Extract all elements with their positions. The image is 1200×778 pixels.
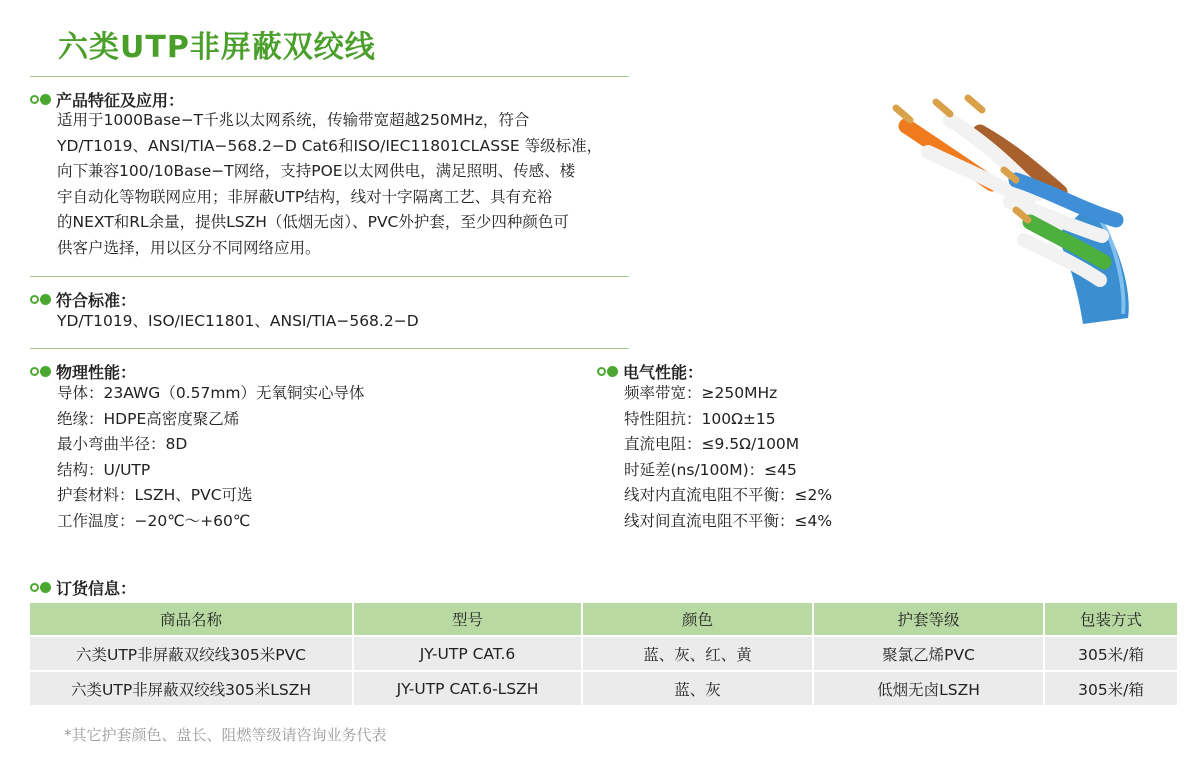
column-header: 护套等级 [813, 603, 1044, 636]
list-item: 导体：23AWG（0.57mm）无氧铜实心导体 [57, 384, 365, 402]
features-line: 供客户选择，用以区分不同网络应用。 [57, 238, 321, 257]
order-table [30, 603, 1177, 705]
features-line: YD/T1019、ANSI/TIA−568.2−D Cat6和ISO/IEC11801CLASSE 等级标准， [57, 136, 603, 155]
table-cell: 六类UTP非屏蔽双绞线305米LSZH [30, 671, 353, 705]
table-cell: 305米/箱 [1044, 671, 1177, 705]
divider [30, 276, 629, 277]
list-item: 时延差(ns/100M)：≤45 [624, 460, 797, 479]
list-item: 工作温度：−20℃～+60℃ [57, 511, 251, 530]
table-cell: JY-UTP CAT.6 [353, 636, 582, 671]
standards-text: YD/T1019、ISO/IEC11801、ANSI/TIA−568.2−D [57, 312, 419, 330]
features-text [57, 108, 602, 261]
section-heading-physical [30, 360, 136, 383]
column-header: 包装方式 [1044, 603, 1177, 636]
section-heading-electrical [597, 360, 703, 383]
table-cell: JY-UTP CAT.6-LSZH [353, 671, 582, 705]
table-row [30, 671, 1177, 705]
bullet-dots-icon [30, 582, 51, 593]
table-cell: 蓝、灰、红、黄 [582, 636, 813, 671]
physical-list [57, 381, 365, 534]
list-item: 直流电阻：≤9.5Ω/100M [624, 435, 800, 453]
table-cell: 低烟无卤LSZH [813, 671, 1044, 705]
standards-heading: 符合标准： [56, 291, 137, 310]
section-heading-standards [30, 288, 136, 311]
table-cell: 六类UTP非屏蔽双绞线305米PVC [30, 636, 353, 671]
list-item: 线对内直流电阻不平衡：≤2% [624, 486, 833, 504]
features-line: 宇自动化等物联网应用；非屏蔽UTP结构，线对十字隔离工艺、具有充裕 [57, 187, 553, 206]
table-row [30, 636, 1177, 671]
list-item: 结构：U/UTP [57, 460, 151, 479]
footnote: *其它护套颜色、盘长、阻燃等级请咨询业务代表 [64, 726, 387, 744]
table-cell: 聚氯乙烯PVC [813, 636, 1044, 671]
physical-heading: 物理性能： [56, 363, 137, 382]
bullet-dots-icon [30, 366, 51, 377]
divider [30, 76, 629, 77]
electrical-heading: 电气性能： [623, 363, 704, 382]
table-cell: 305米/箱 [1044, 636, 1177, 671]
electrical-list [624, 381, 832, 534]
bullet-dots-icon [597, 366, 618, 377]
list-item: 线对间直流电阻不平衡：≤4% [624, 511, 833, 530]
list-item: 频率带宽：≥250MHz [624, 384, 778, 402]
list-item: 护套材料：LSZH、PVC可选 [57, 486, 253, 504]
section-heading-order [30, 576, 136, 599]
order-heading: 订货信息： [56, 579, 137, 598]
page-title: 六类UTP非屏蔽双绞线 [58, 30, 376, 65]
list-item: 绝缘：HDPE高密度聚乙烯 [57, 409, 240, 428]
table-header-row [30, 603, 1177, 636]
features-line: 的NEXT和RL余量，提供LSZH（低烟无卤）、PVC外护套，至少四种颜色可 [57, 213, 569, 231]
features-line: 适用于1000Base−T千兆以太网系统，传输带宽超越250MHz，符合 [57, 111, 530, 129]
list-item: 最小弯曲半径：8D [57, 435, 188, 453]
column-header: 型号 [353, 603, 582, 636]
bullet-dots-icon [30, 94, 51, 105]
column-header: 颜色 [582, 603, 813, 636]
list-item: 特性阻抗：100Ω±15 [624, 409, 776, 428]
table-cell: 蓝、灰 [582, 671, 813, 705]
column-header: 商品名称 [30, 603, 353, 636]
divider [30, 348, 629, 349]
bullet-dots-icon [30, 294, 51, 305]
features-line: 向下兼容100/10Base−T网络，支持POE以太网供电，满足照明、传感、楼 [57, 162, 576, 180]
features-heading: 产品特征及应用： [56, 91, 185, 110]
cable-image [888, 86, 1138, 326]
